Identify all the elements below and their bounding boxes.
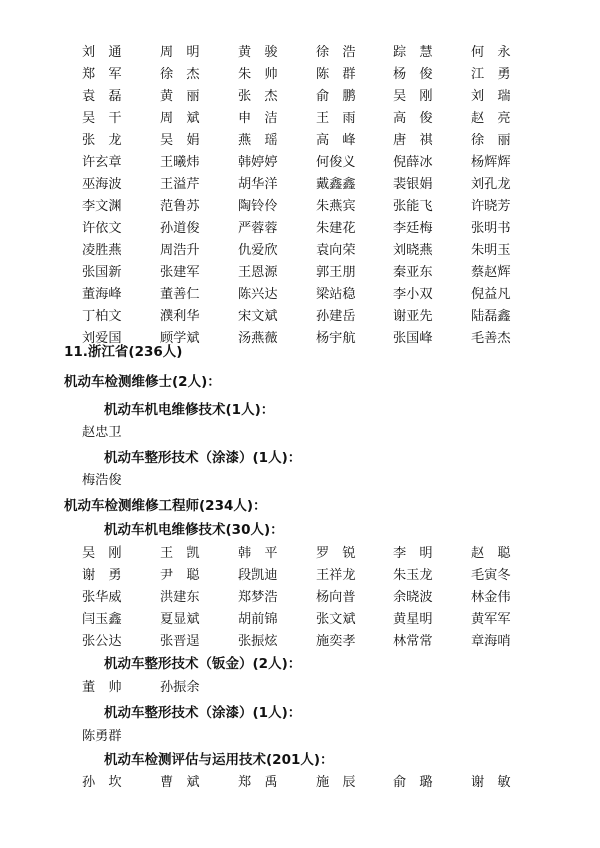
name-entry: 王祥龙 — [316, 568, 356, 583]
name-row — [0, 108, 600, 130]
subcategory-heading: 机动车整形技术（涂漆）(1人)： — [104, 450, 302, 466]
name-entry: 孙道俊 — [160, 221, 200, 236]
name-row — [0, 152, 600, 174]
name-entry: 谢 勇 — [82, 568, 122, 583]
name-entry: 郑 禹 — [238, 775, 278, 790]
name-entry: 吴 干 — [82, 111, 122, 126]
name-entry: 张国新 — [82, 265, 122, 280]
name-entry: 许玄章 — [82, 155, 122, 170]
name-entry: 陆磊鑫 — [471, 309, 511, 324]
name-entry: 施 辰 — [316, 775, 356, 790]
province-heading: 11.浙江省(236人) — [64, 344, 183, 360]
name-entry: 袁向荣 — [316, 243, 356, 258]
name-entry: 朱建花 — [316, 221, 356, 236]
name-entry: 赵 亮 — [471, 111, 511, 126]
name-entry: 高 俊 — [393, 111, 433, 126]
name-entry: 刘孔龙 — [471, 177, 511, 192]
name-entry: 严蓉蓉 — [238, 221, 278, 236]
name-entry: 许依文 — [82, 221, 122, 236]
subcategory-heading: 机动车整形技术（钣金）(2人)： — [104, 656, 302, 672]
name-row — [0, 240, 600, 262]
name-entry: 仇爱欣 — [238, 243, 278, 258]
name-entry: 杨 俊 — [393, 67, 433, 82]
name-entry: 张文斌 — [316, 612, 356, 627]
name-entry: 戴鑫鑫 — [316, 177, 356, 192]
name-entry: 刘爱国 — [82, 331, 122, 346]
name-entry: 洪建东 — [160, 590, 200, 605]
name-entry: 宋文斌 — [238, 309, 278, 324]
name-row — [0, 196, 600, 218]
name-entry: 倪益凡 — [471, 287, 511, 302]
name-entry: 吴 娟 — [160, 133, 200, 148]
name-row — [0, 677, 600, 699]
name-row — [0, 86, 600, 108]
name-entry: 踪 慧 — [393, 45, 433, 60]
name-entry: 俞 璐 — [393, 775, 433, 790]
name-entry: 曹 斌 — [160, 775, 200, 790]
name-entry: 江 勇 — [471, 67, 511, 82]
name-entry: 杨向普 — [316, 590, 356, 605]
name-entry: 杨辉辉 — [471, 155, 511, 170]
name-row — [0, 306, 600, 328]
name-entry: 董海峰 — [82, 287, 122, 302]
name-entry: 周 斌 — [160, 111, 200, 126]
name-row — [0, 130, 600, 152]
name-entry: 赵 聪 — [471, 546, 511, 561]
name-entry: 韩 平 — [238, 546, 278, 561]
name-entry: 夏显斌 — [160, 612, 200, 627]
name-entry: 黄 丽 — [160, 89, 200, 104]
name-entry: 周 明 — [160, 45, 200, 60]
name-entry: 陈兴达 — [238, 287, 278, 302]
name-row — [0, 64, 600, 86]
name-entry: 朱 帅 — [238, 67, 278, 82]
name-entry: 顾学斌 — [160, 331, 200, 346]
name-entry: 董 帅 — [82, 680, 122, 695]
name-entry: 陶铃伶 — [238, 199, 278, 214]
name-entry: 袁 磊 — [82, 89, 122, 104]
name-entry: 秦亚东 — [393, 265, 433, 280]
name-row — [0, 543, 600, 565]
name-entry: 唐 祺 — [393, 133, 433, 148]
name-entry: 梅浩俊 — [82, 473, 122, 488]
name-entry: 吴 刚 — [393, 89, 433, 104]
name-entry: 何俊义 — [316, 155, 356, 170]
name-entry: 李文渊 — [82, 199, 122, 214]
name-entry: 施奕孝 — [316, 634, 356, 649]
name-entry: 张 龙 — [82, 133, 122, 148]
name-entry: 郑 军 — [82, 67, 122, 82]
name-entry: 胡华洋 — [238, 177, 278, 192]
subcategory-heading: 机动车检测评估与运用技术(201人)： — [104, 752, 334, 768]
name-entry: 朱玉龙 — [393, 568, 433, 583]
name-entry: 赵忠卫 — [82, 425, 122, 440]
name-entry: 周浩升 — [160, 243, 200, 258]
name-entry: 罗 锐 — [316, 546, 356, 561]
name-entry: 章海哨 — [471, 634, 511, 649]
name-entry: 俞 鹏 — [316, 89, 356, 104]
name-entry: 黄星明 — [393, 612, 433, 627]
name-entry: 张明书 — [471, 221, 511, 236]
name-entry: 谢亚先 — [393, 309, 433, 324]
name-entry: 刘晓燕 — [393, 243, 433, 258]
subcategory-heading: 机动车机电维修技术(1人)： — [104, 402, 275, 418]
name-entry: 朱明玉 — [471, 243, 511, 258]
name-entry: 裴银娟 — [393, 177, 433, 192]
name-entry: 董善仁 — [160, 287, 200, 302]
name-entry: 张晋逞 — [160, 634, 200, 649]
name-entry: 孙 坎 — [82, 775, 122, 790]
name-row — [0, 174, 600, 196]
name-entry: 毛善杰 — [471, 331, 511, 346]
name-entry: 张华威 — [82, 590, 122, 605]
name-row — [0, 565, 600, 587]
name-entry: 刘 通 — [82, 45, 122, 60]
name-entry: 王恩源 — [238, 265, 278, 280]
name-entry: 燕 瑶 — [238, 133, 278, 148]
name-entry: 李小双 — [393, 287, 433, 302]
name-entry: 郭王朋 — [316, 265, 356, 280]
subcategory-heading: 机动车机电维修技术(30人)： — [104, 522, 284, 538]
name-entry: 丁柏文 — [82, 309, 122, 324]
name-entry: 张能飞 — [393, 199, 433, 214]
name-entry: 高 峰 — [316, 133, 356, 148]
name-entry: 张振炫 — [238, 634, 278, 649]
name-row — [0, 42, 600, 64]
name-entry: 陈 群 — [316, 67, 356, 82]
name-entry: 王曦炜 — [160, 155, 200, 170]
name-entry: 吴 刚 — [82, 546, 122, 561]
name-entry: 张 杰 — [238, 89, 278, 104]
name-entry: 余晓波 — [393, 590, 433, 605]
name-entry: 蔡赵辉 — [471, 265, 511, 280]
name-entry: 徐 浩 — [316, 45, 356, 60]
name-entry: 王溢芹 — [160, 177, 200, 192]
name-entry: 巫海波 — [82, 177, 122, 192]
name-entry: 李廷梅 — [393, 221, 433, 236]
name-entry: 闫玉鑫 — [82, 612, 122, 627]
name-entry: 张建军 — [160, 265, 200, 280]
name-row — [0, 284, 600, 306]
name-row — [0, 631, 600, 653]
name-entry: 杨宇航 — [316, 331, 356, 346]
name-entry: 徐 丽 — [471, 133, 511, 148]
name-entry: 陈勇群 — [82, 729, 122, 744]
name-entry: 尹 聪 — [160, 568, 200, 583]
name-entry: 孙振余 — [160, 680, 200, 695]
name-entry: 汤燕薇 — [238, 331, 278, 346]
category-heading: 机动车检测维修工程师(234人)： — [64, 498, 267, 514]
name-entry: 段凯迪 — [238, 568, 278, 583]
name-entry: 刘 瑞 — [471, 89, 511, 104]
name-entry: 徐 杰 — [160, 67, 200, 82]
name-entry: 凌胜燕 — [82, 243, 122, 258]
name-entry: 李 明 — [393, 546, 433, 561]
name-row — [0, 218, 600, 240]
name-row — [0, 772, 600, 794]
name-entry: 林金伟 — [471, 590, 511, 605]
name-entry: 郑梦浩 — [238, 590, 278, 605]
name-entry: 韩婷婷 — [238, 155, 278, 170]
name-entry: 林常常 — [393, 634, 433, 649]
name-entry: 黄 骏 — [238, 45, 278, 60]
name-entry: 何 永 — [471, 45, 511, 60]
name-entry: 王 雨 — [316, 111, 356, 126]
name-entry: 孙建岳 — [316, 309, 356, 324]
name-row — [0, 262, 600, 284]
name-entry: 胡前锦 — [238, 612, 278, 627]
name-entry: 朱燕宾 — [316, 199, 356, 214]
name-entry: 黄军军 — [471, 612, 511, 627]
name-row — [0, 609, 600, 631]
name-entry: 张国峰 — [393, 331, 433, 346]
name-entry: 倪薛冰 — [393, 155, 433, 170]
category-heading: 机动车检测维修士(2人)： — [64, 374, 221, 390]
name-entry: 申 洁 — [238, 111, 278, 126]
name-entry: 张公达 — [82, 634, 122, 649]
name-entry: 濮利华 — [160, 309, 200, 324]
name-entry: 梁站稳 — [316, 287, 356, 302]
subcategory-heading: 机动车整形技术（涂漆）(1人)： — [104, 705, 302, 721]
name-entry: 毛寅冬 — [471, 568, 511, 583]
name-entry: 范鲁苏 — [160, 199, 200, 214]
name-entry: 许晓芳 — [471, 199, 511, 214]
name-row — [0, 587, 600, 609]
name-entry: 王 凯 — [160, 546, 200, 561]
name-entry: 谢 敏 — [471, 775, 511, 790]
